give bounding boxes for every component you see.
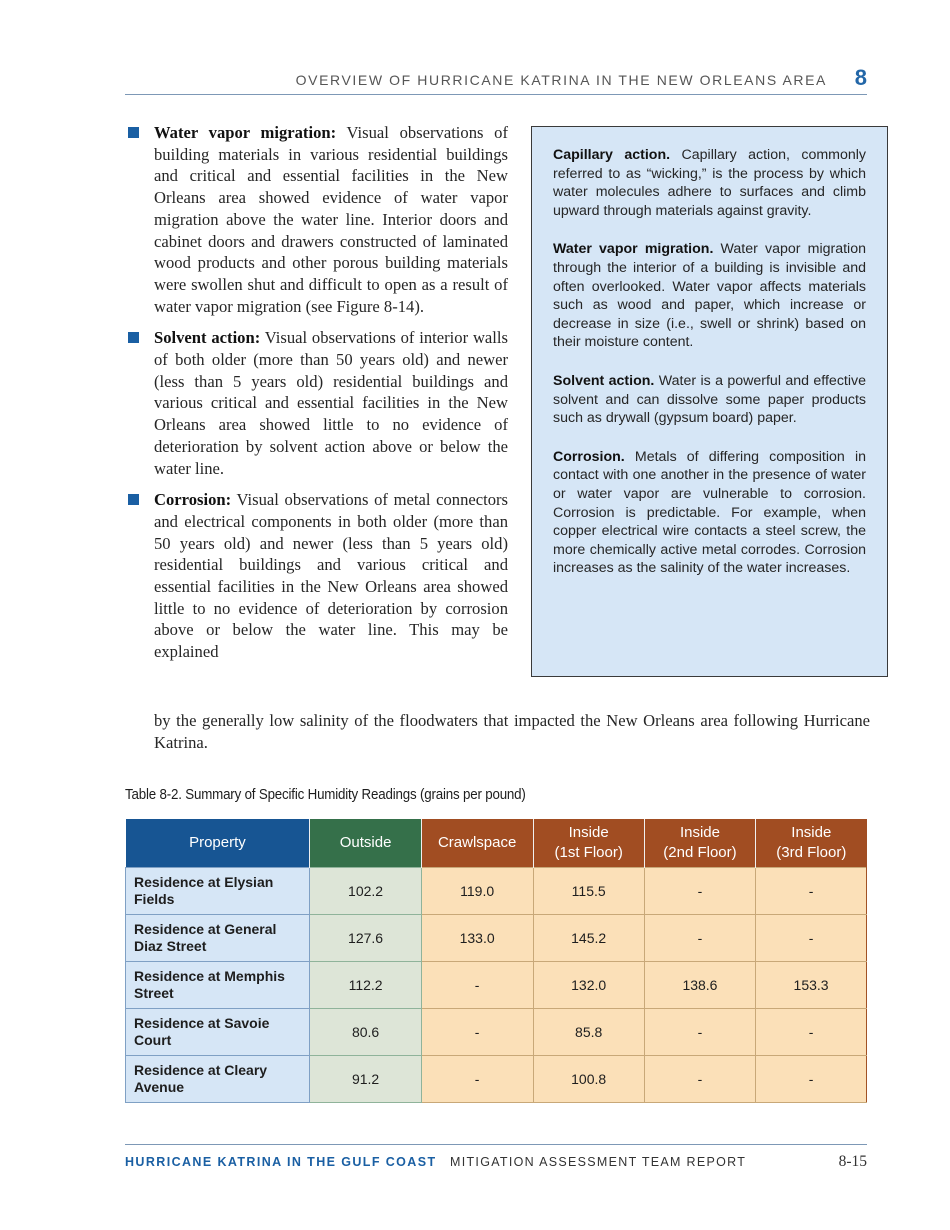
sidebar-entry-corrosion <box>553 448 866 578</box>
sidebar-term: Capillary action. <box>553 147 671 163</box>
running-footer <box>125 1144 867 1175</box>
bullet-list <box>125 122 508 673</box>
sidebar-entry-solvent-action <box>553 372 866 428</box>
property-cell: Residence at Elysian Fields <box>126 868 310 915</box>
table-header-row <box>126 819 867 868</box>
inside-1st-cell: 145.2 <box>533 915 644 962</box>
header-label: Inside <box>791 824 832 841</box>
outside-cell: 102.2 <box>310 868 421 915</box>
inside-2nd-cell: - <box>644 1009 755 1056</box>
crawlspace-cell: - <box>421 962 533 1009</box>
inside-2nd-cell: 138.6 <box>644 962 755 1009</box>
paragraph-continuation: by the generally low salinity of the floodwaters that impacted the New Orleans area following Hurricane Katrina. <box>154 711 870 752</box>
outside-cell: 80.6 <box>310 1009 421 1056</box>
crawlspace-cell: 133.0 <box>421 915 533 962</box>
bullet-text: Visual observations of building materials in various residential buildings and critical and essential facilities in the New Orleans area showed evidence of water vapor migration above the water line. Interior doors and cabinet doors and drawers constructed of laminated wood products and other porous building materials were swollen shut and difficult to open as a result of water vapor migration (see Figure 8-14). <box>154 123 508 316</box>
page-number: 8-15 <box>838 1153 867 1170</box>
inside-1st-cell: 132.0 <box>533 962 644 1009</box>
inside-2nd-cell: - <box>644 868 755 915</box>
inside-3rd-cell: - <box>756 915 867 962</box>
sidebar-text: Metals of differing composition in contact with one another in the presence of water or water vapor are vulnerable to corrosion. Corrosion is predictable. For example, when copper electrical wire contacts a steel screw, the more chemically active metal corrodes. Corrosion increases as the salinity of the water increases. <box>553 448 866 577</box>
bullet-corrosion <box>125 489 508 663</box>
chapter-number: 8 <box>854 65 867 90</box>
square-bullet-icon <box>128 127 139 138</box>
header-inside-1st <box>533 819 644 868</box>
header-inside-2nd <box>644 819 755 868</box>
bullet-term: Solvent action: <box>154 328 261 348</box>
crawlspace-cell: 119.0 <box>421 868 533 915</box>
property-cell: Residence at Cleary Avenue <box>126 1056 310 1103</box>
header-inside-3rd <box>756 819 867 868</box>
bullet-solvent-action <box>125 327 508 479</box>
footer-series-title: HURRICANE KATRINA IN THE GULF COAST <box>125 1155 437 1169</box>
inside-2nd-cell: - <box>644 1056 755 1103</box>
inside-3rd-cell: - <box>756 1009 867 1056</box>
inside-1st-cell: 85.8 <box>533 1009 644 1056</box>
inside-3rd-cell: 153.3 <box>756 962 867 1009</box>
bullet-term: Water vapor migration: <box>154 123 337 142</box>
table-row <box>126 962 867 1009</box>
square-bullet-icon <box>128 494 139 505</box>
header-label: Outside <box>339 834 392 851</box>
table-row <box>126 1009 867 1056</box>
header-label: Crawlspace <box>437 834 517 851</box>
inside-2nd-cell: - <box>644 915 755 962</box>
table-row <box>126 915 867 962</box>
table-caption: Table 8-2. Summary of Specific Humidity Readings (grains per pound) <box>125 787 526 803</box>
sidebar-term: Water vapor migration. <box>553 241 714 258</box>
outside-cell: 112.2 <box>310 962 421 1009</box>
crawlspace-cell: - <box>421 1009 533 1056</box>
sidebar-entry-water-vapor-migration <box>553 240 866 352</box>
property-cell: Residence at Memphis Street <box>126 962 310 1009</box>
sidebar-term: Solvent action. <box>553 372 655 389</box>
header-property <box>126 819 310 868</box>
property-cell: Residence at Savoie Court <box>126 1009 310 1056</box>
humidity-table <box>125 819 867 1103</box>
header-label: Property <box>189 834 246 851</box>
definitions-sidebar <box>531 126 888 677</box>
bullet-water-vapor-migration <box>125 122 508 317</box>
inside-3rd-cell: - <box>756 1056 867 1103</box>
footer-report-title: MITIGATION ASSESSMENT TEAM REPORT <box>450 1155 747 1169</box>
table-row <box>126 1056 867 1103</box>
header-label: Inside <box>568 824 609 841</box>
header-sublabel: (1st Floor) <box>554 844 623 861</box>
header-label: Inside <box>679 824 720 841</box>
sidebar-text: Water vapor migration through the interior of a building is invisible and often overlooked. Water vapor affects materials such as wood and paper, which increase or decrease in size (i.e., swell or shrink) based on their moisture content. <box>553 241 866 351</box>
table-row <box>126 868 867 915</box>
bullet-text: Visual observations of interior walls of both older (more than 50 years old) and newer (less than 5 years old) residential buildings and various critical and essential facilities in the New Orleans area showed little to no evidence of deterioration by solvent action above or below the water line. <box>154 328 508 478</box>
inside-1st-cell: 115.5 <box>533 868 644 915</box>
bullet-text: Visual observations of metal connectors and electrical components in both older (more than 50 years old) and newer (less than 5 years old) residential buildings and various critical and essential facilities in the New Orleans area showed little to no evidence of deterioration by corrosion above or below the water line. This may be explained <box>154 490 508 662</box>
header-sublabel: (3rd Floor) <box>776 844 847 861</box>
sidebar-term: Corrosion. <box>553 448 625 465</box>
section-title: OVERVIEW OF HURRICANE KATRINA IN THE NEW ORLEANS AREA <box>295 72 827 88</box>
property-cell: Residence at General Diaz Street <box>126 915 310 962</box>
square-bullet-icon <box>128 332 139 343</box>
bullet-term: Corrosion: <box>154 490 232 510</box>
header-sublabel: (2nd Floor) <box>663 844 737 861</box>
crawlspace-cell: - <box>421 1056 533 1103</box>
header-outside <box>310 819 421 868</box>
header-crawlspace <box>421 819 533 868</box>
sidebar-text: Capillary action, commonly referred to as “wicking,” is the process by which water molecules adhere to surfaces and climb upward through materials against gravity. <box>553 147 866 219</box>
running-header <box>125 65 867 95</box>
inside-1st-cell: 100.8 <box>533 1056 644 1103</box>
sidebar-text: Water is a powerful and effective solvent and can dissolve some paper products such as drywall (gypsum board) paper. <box>553 372 866 427</box>
sidebar-entry-capillary-action <box>553 146 866 220</box>
inside-3rd-cell: - <box>756 868 867 915</box>
outside-cell: 91.2 <box>310 1056 421 1103</box>
outside-cell: 127.6 <box>310 915 421 962</box>
